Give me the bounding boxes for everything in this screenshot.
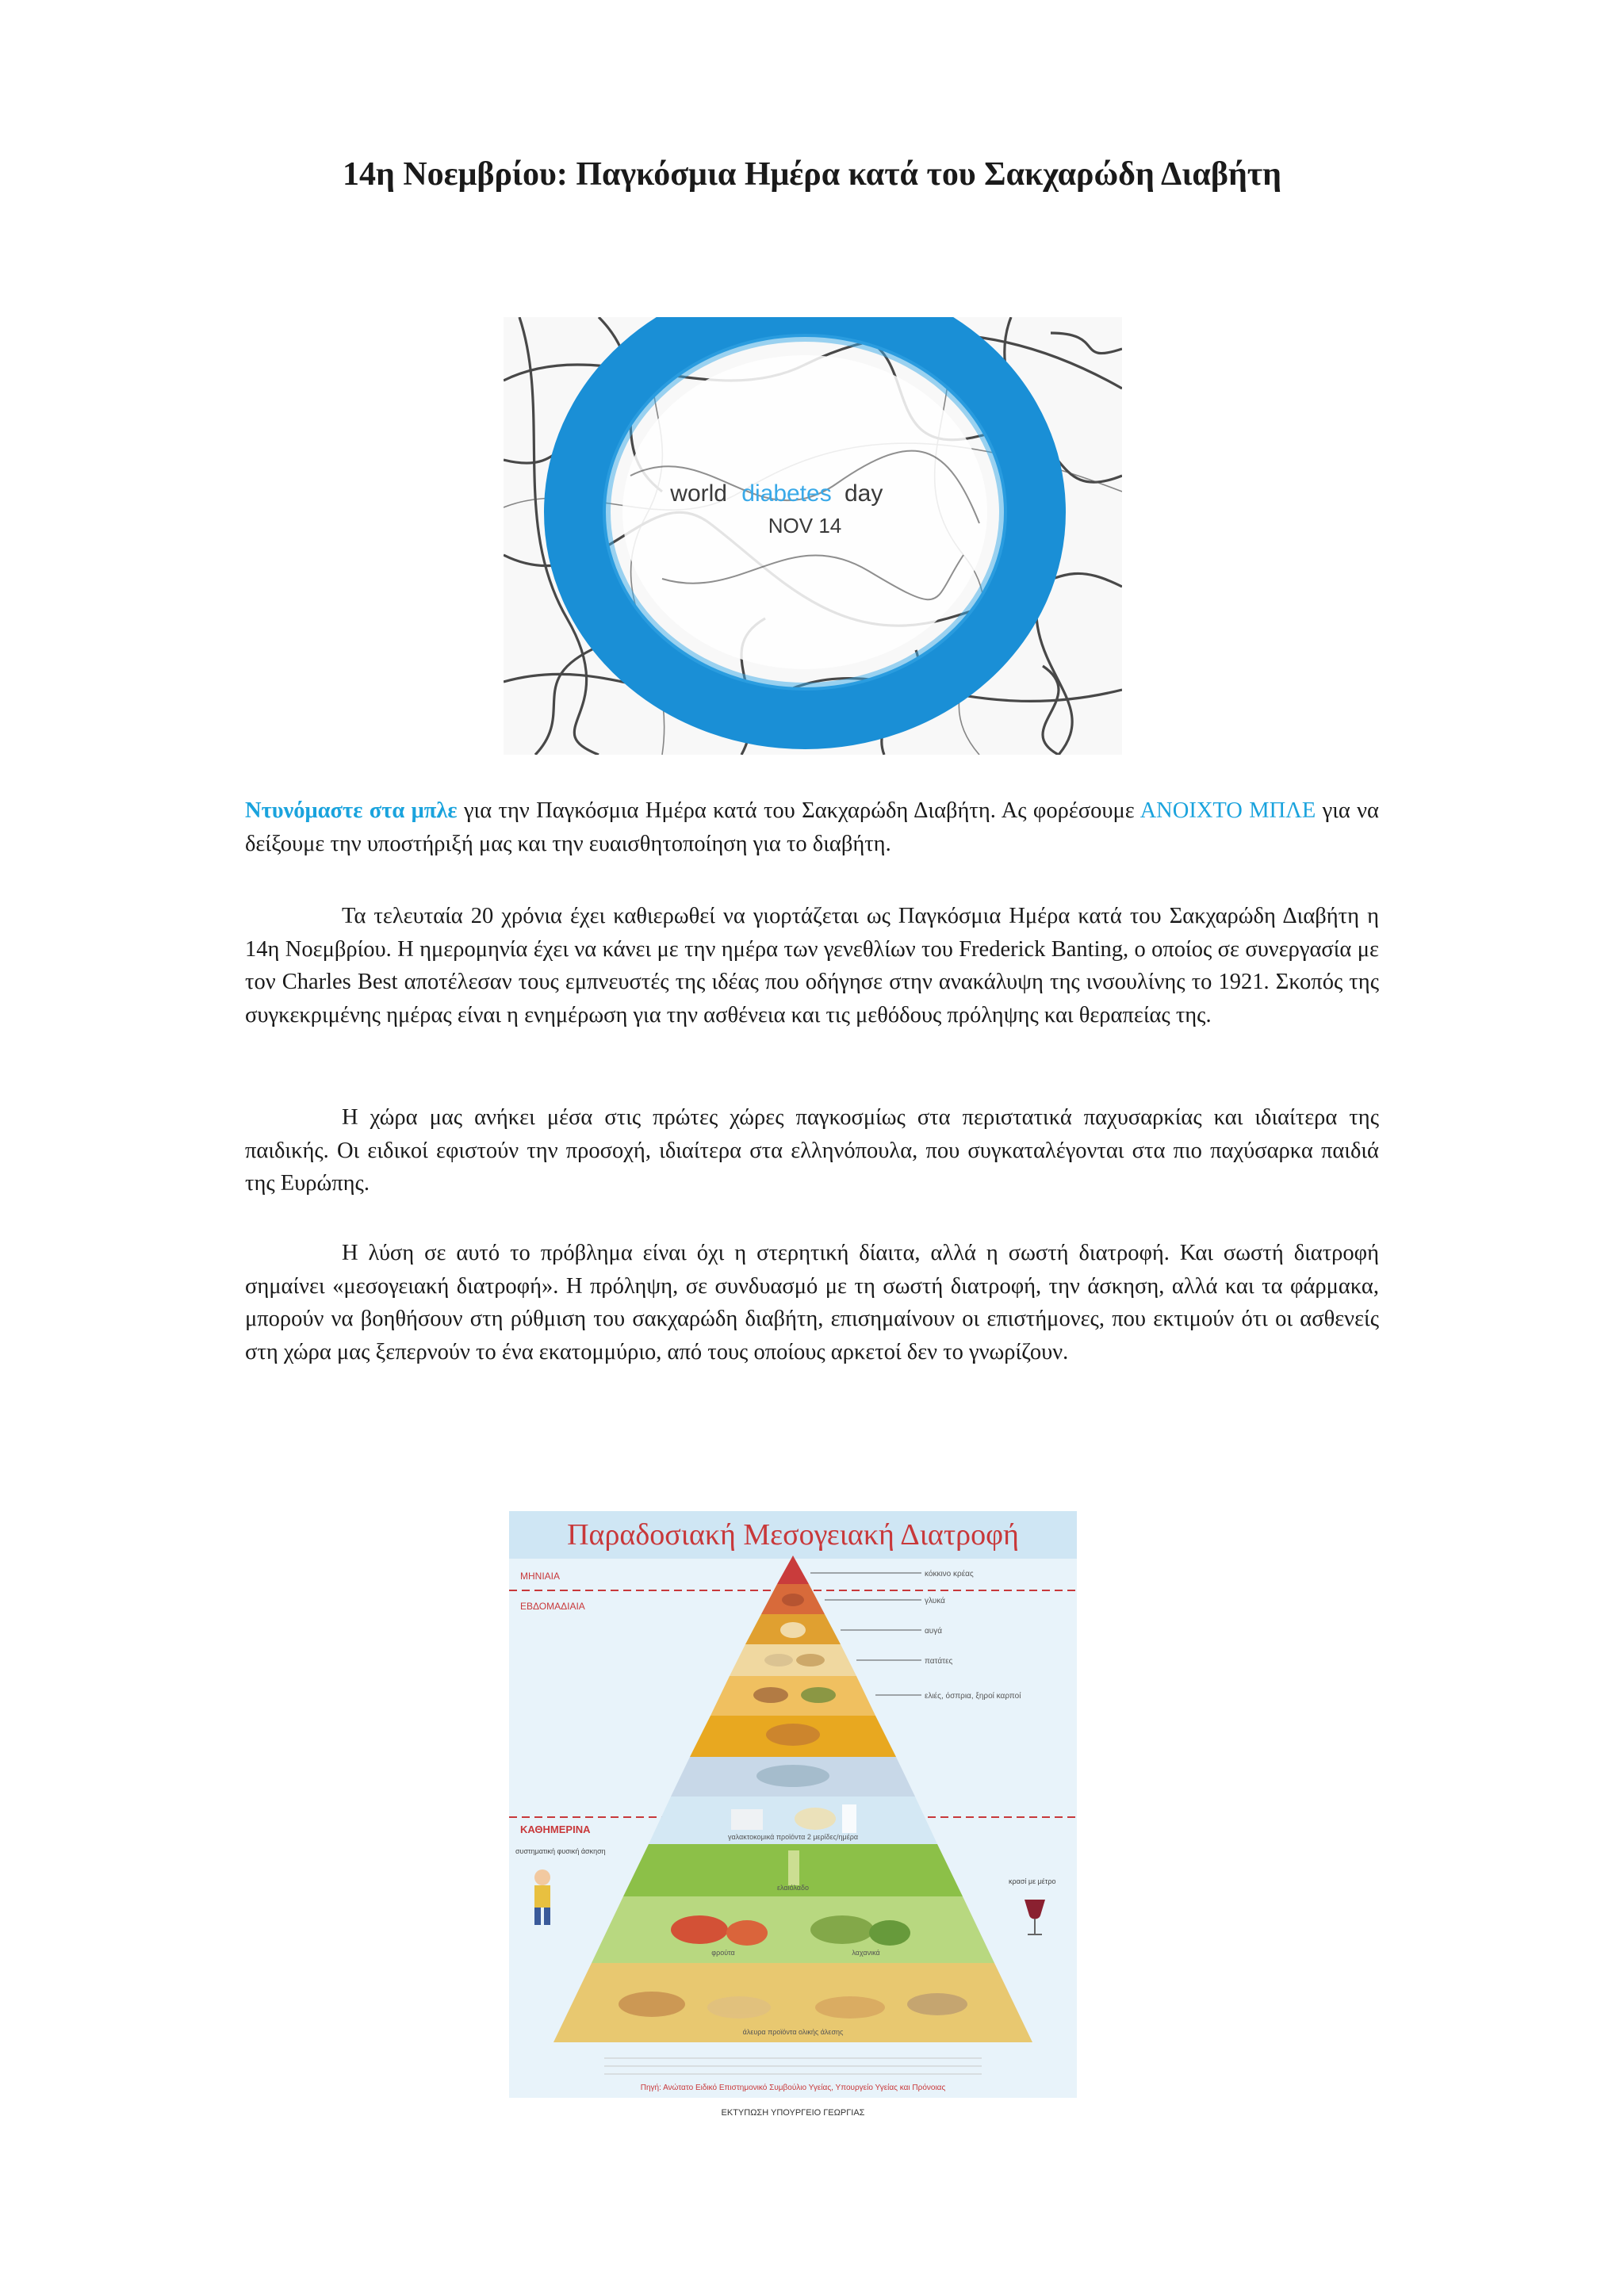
wdd-word-diabetes: diabetes — [741, 480, 832, 507]
label-fruits: φρούτα — [711, 1949, 735, 1957]
label-eggs: αυγά — [925, 1627, 943, 1636]
intro-text-1: για την Παγκόσμια Ημέρα κατά του Σακχαρώδη Διαβήτη. Ας φορέσουμε — [457, 798, 1140, 823]
obesity-paragraph — [245, 1101, 1379, 1200]
wdd-word-world: world — [670, 480, 727, 507]
label-dairy: γαλακτοκομικά προϊόντα 2 μερίδες/ημέρα — [727, 1833, 859, 1841]
label-sweets: γλυκά — [925, 1597, 945, 1605]
highlight-light-blue: ΑΝΟΙΧΤΟ ΜΠΛΕ — [1139, 798, 1316, 823]
label-red-meat: κόκκινο κρέας — [925, 1570, 974, 1578]
pyramid-printer: ΕΚΤΥΠΩΣΗ ΥΠΟΥΡΓΕΙΟ ΓΕΩΡΓΙΑΣ — [721, 2108, 865, 2118]
intro-paragraph — [245, 794, 1379, 860]
highlight-dress-blue: Ντυνόμαστε στα μπλε — [245, 798, 458, 823]
section-daily: ΚΑΘΗΜΕΡΙΝΑ — [520, 1823, 591, 1835]
label-vegetables: λαχανικά — [852, 1949, 880, 1957]
history-paragraph — [245, 900, 1379, 1031]
note-wine: κρασί με μέτρο — [1009, 1877, 1056, 1885]
section-monthly: ΜΗΝΙΑΙΑ — [520, 1571, 561, 1582]
label-olives: ελιές, όσπρια, ξηροί καρποί — [925, 1692, 1021, 1701]
intro-text-2: για να δείξουμε την υποστήριξή μας και την ευαισθητοποίηση για το διαβήτη. — [245, 798, 1379, 856]
label-potatoes: πατάτες — [925, 1657, 953, 1666]
section-weekly: ΕΒΔΟΜΑΔΙΑΙΑ — [520, 1601, 585, 1612]
mediterranean-diet-pyramid-image — [509, 1511, 1077, 2139]
page-title: 14η Νοεμβρίου: Παγκόσμια Ημέρα κατά του Σακχαρώδη Διαβήτη — [342, 156, 1282, 193]
solution-paragraph — [245, 1237, 1379, 1368]
wdd-date: NOV 14 — [768, 514, 842, 538]
wdd-word-day: day — [845, 480, 883, 507]
history-text: Τα τελευταία 20 χρόνια έχει καθιερωθεί να γιορτάζεται ως Παγκόσμια Ημέρα κατά του Σακχαρώδη Διαβήτη η 14η Νοεμβρίου. Η ημερομηνία έχει να κάνει με την ημέρα των γενεθλίων του Frederick Banting, ο οποίος σε συνεργασία με τον Charles Best αποτέλεσαν τους εμπνευστές της ιδέας που οδήγησε στην ανακάλυψη της ινσουλίνης το 1921. Σκοπός της συγκεκριμένης ημέρας είναι η ενημέρωση για την ασθένεια και τις μεθόδους πρόληψης και θεραπείας της. — [245, 904, 1379, 1027]
note-exercise: συστηματική φυσική άσκηση — [515, 1847, 606, 1855]
world-diabetes-day-image — [504, 317, 1122, 755]
pyramid-title: Παραδοσιακή Μεσογειακή Διατροφή — [567, 1518, 1019, 1552]
label-grains: άλευρα προϊόντα ολικής άλεσης — [742, 2028, 844, 2036]
obesity-text: Η χώρα μας ανήκει μέσα στις πρώτες χώρες παγκοσμίως στα περιστατικά παχυσαρκίας και ιδιαίτερα της παιδικής. Οι ειδικοί εφιστούν την προσοχή, ιδιαίτερα στα ελληνόπουλα, που συγκαταλέγονται στα πιο παχύσαρκα παιδιά της Ευρώπης. — [245, 1105, 1379, 1196]
label-olive-oil: ελαιόλαδο — [777, 1884, 809, 1892]
pyramid-source: Πηγή: Ανώτατο Ειδικό Επιστημονικό Συμβούλιο Υγείας, Υπουργείο Υγείας και Πρόνοιας — [640, 2084, 946, 2092]
solution-text: Η λύση σε αυτό το πρόβλημα είναι όχι η στερητική δίαιτα, αλλά η σωστή διατροφή. Και σωστή διατροφή σημαίνει «μεσογειακή διατροφή». Η πρόληψη, σε συνδυασμό με τη σωστή διατροφή, την άσκηση, αλλά και τα φάρμακα, μπορούν να βοηθήσουν στη ρύθμιση του σακχαρώδη διαβήτη, επισημαίνουν οι επιστήμονες, που εκτιμούν ότι οι ασθενείς στη χώρα μας ξεπερνούν το ένα εκατομμύριο, από τους οποίους αρκετοί δεν το γνωρίζουν. — [245, 1241, 1379, 1364]
